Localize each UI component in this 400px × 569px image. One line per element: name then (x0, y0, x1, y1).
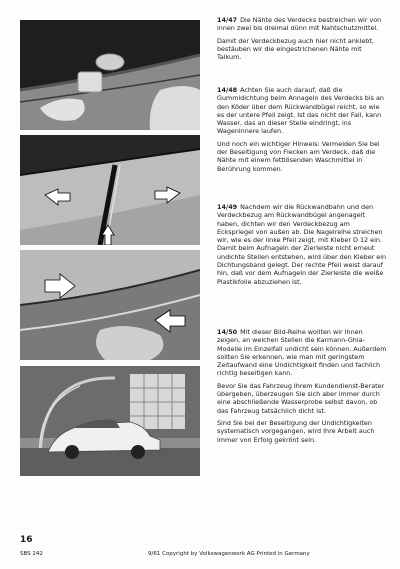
paragraph: Mit dieser Bild-Reihe wollten wir Ihnen zeigen, an welchen Stellen die Karmann-Ghia-Modelle im Einzelfall undicht sein können. Außerdem sollten Sie erkennen, wie man mit geringstem Zeitaufwand eine Undichtigkeit finden und fachlich richtig beseitigen kann. (217, 328, 387, 378)
section-14-48 (217, 86, 387, 203)
section-14-50 (217, 328, 387, 444)
figure-number: 14/49 (217, 203, 238, 211)
paragraph: Achten Sie auch darauf, daß die Gummidichtung beim Annageln des Verdecks bis an den Köder über dem Rückwandbügel reicht, so wie es der untere Pfeil zeigt. Ist das nicht der Fall, kann Wasser, das an dieser Stelle eindringt, ins Wageninnere laufen. (217, 86, 384, 136)
section-14-49 (217, 203, 387, 328)
figure-number: 14/47 (217, 16, 238, 24)
photo-water-test (20, 366, 200, 476)
figure-number: 14/50 (217, 328, 238, 336)
text-column (217, 16, 387, 444)
photo-trim-strip (20, 250, 200, 360)
paragraph: Sind Sie bei der Beseitigung der Undichtigkeiten systematisch vorgegangen, wird Ihre Arbeit auch immer von Erfolg gekrönt sein. (217, 418, 375, 444)
figure-number: 14/48 (217, 86, 238, 94)
paragraph: Die Nähte des Verdecks bestreichen wir von innen zwei bis dreimal dünn mit Nahtschutzmittel. (217, 16, 382, 33)
section-14-47 (217, 16, 387, 86)
paragraph: Nachdem wir die Rückwandbahn und den Verdeckbezug am Rückwandbügel angenagelt haben, dichten wir den Verdeckbezug am Eckspriegel von außen ab. Die Nagelreihe streichen wir, wie es der linke Pfeil zeigt, mit Kleber D 12 ein. Damit beim Aufnageln der Zierleiste nicht erneut undichte Stellen entstehen, wird über den Kleber ein Dichtungsband gelegt. Der rechte Pfeil weist darauf hin, daß vor dem Aufnageln der Zierleiste die weiße Plastikfolie abzuziehen ist. (217, 203, 387, 286)
photo-rubber-seal (20, 135, 200, 245)
page-number: 16 (20, 535, 33, 545)
paragraph: Und noch ein wichtiger Hinweis: Vermeiden Sie bei der Beseitigung von Flecken am Verdeck, daß die Nähte mit einem fettlösenden Waschmittel in Berührung kommen. (217, 139, 380, 173)
paragraph: Bevor Sie das Fahrzeug Ihrem Kundendienst-Berater übergeben, überzeugen Sie sich aber immer durch eine abschließende Wasserprobe selbst davon, ob das Fahrzeug tatsächlich dicht ist. (217, 381, 385, 415)
copyright-footer: 9/61 Copyright by Volkswagenwerk AG Printed in Germany (148, 551, 310, 557)
paragraph: Damit der Verdeckbezug auch hier nicht anklebt, bestäuben wir die eingestrichenen Nähte mit Talkum. (217, 36, 374, 62)
photo-seam-sealing (20, 20, 200, 130)
document-reference: SBS 242 (20, 551, 43, 557)
